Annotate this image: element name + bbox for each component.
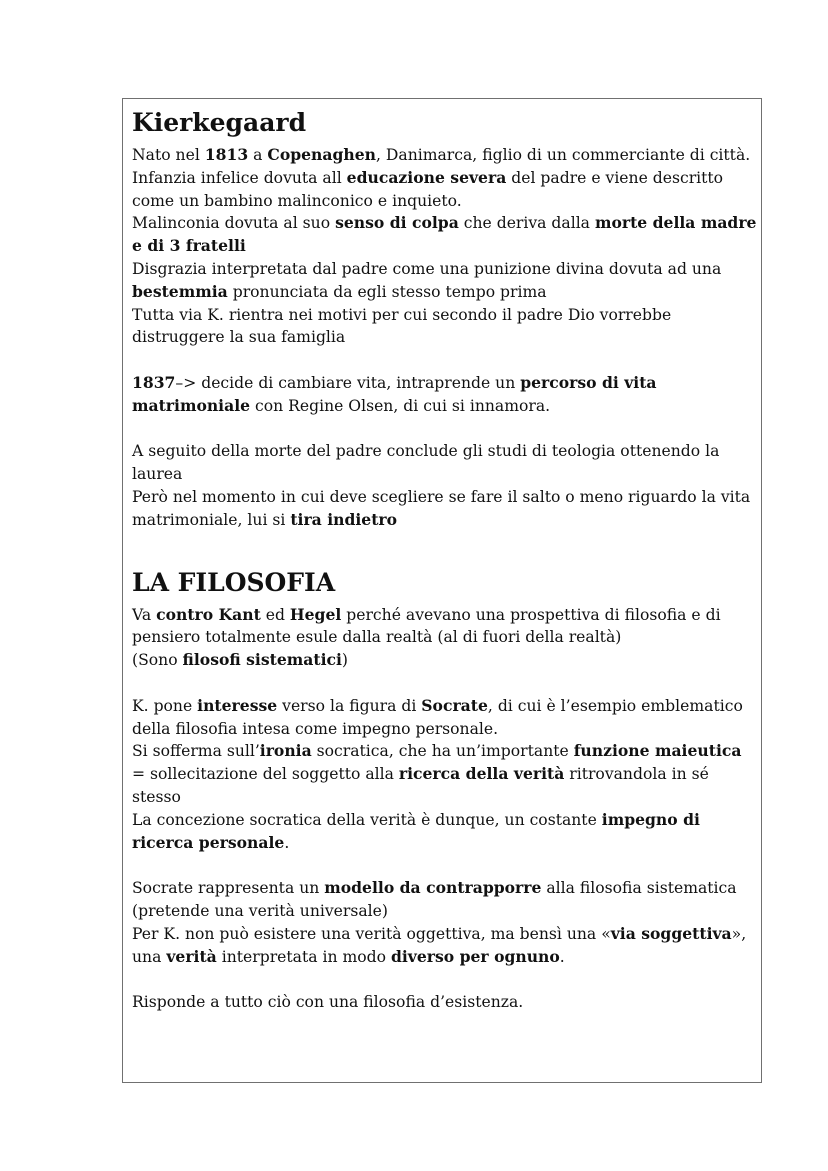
text-run: che deriva dalla (458, 214, 595, 233)
text-run: (Sono (132, 651, 183, 670)
bold-text: ironia (259, 741, 312, 761)
bold-text: via soggettiva (610, 923, 732, 943)
paragraph (132, 923, 757, 969)
text-run: Tutta via K. rientra nei motivi per cui secondo il padre Dio vorrebbe distruggere la sua famiglia (132, 305, 672, 347)
bold-text: percorso di vita matrimoniale (132, 372, 657, 415)
text-run: con Regine Olsen, di cui si innamora. (250, 396, 551, 415)
paragraph (132, 991, 757, 1014)
text-run: Nato nel (132, 146, 205, 164)
bold-text: morte della madre e di 3 fratelli (132, 213, 757, 256)
text-run: ritrovandola in sé stesso (132, 765, 709, 806)
text-run: pronunciata da egli stesso tempo prima (227, 282, 547, 301)
paragraph (132, 877, 757, 923)
document-body (132, 106, 757, 1014)
paragraph (132, 440, 757, 486)
paragraph (132, 167, 757, 213)
text-run: Infanzia infelice dovuta all (132, 168, 347, 187)
paragraph (132, 604, 757, 650)
paragraph (132, 695, 757, 741)
bold-text: filosofi sistematici (182, 650, 342, 670)
closing-block (132, 991, 757, 1014)
bold-text: diverso per ognuno (390, 946, 560, 966)
text-run: », una (132, 924, 747, 966)
text-run: a (248, 146, 268, 164)
studies-block (132, 440, 757, 531)
paragraph (132, 144, 757, 167)
bio-block (132, 144, 757, 349)
spacer (132, 418, 757, 441)
paragraph (132, 304, 757, 350)
spacer (132, 968, 757, 991)
bold-text: senso di colpa (335, 213, 459, 233)
bold-text: Socrate (421, 695, 488, 715)
text-run: Però nel momento in cui deve scegliere se fare il salto o meno riguardo la vita matrimoniale, lui si (132, 487, 751, 529)
spacer (132, 349, 757, 372)
text-run: verso la figura di (277, 696, 422, 715)
text-run: del padre e viene descritto come un bambino malinconico e inquieto. (132, 168, 724, 210)
text-run: alla filosofia sistematica (pretende una verità universale) (132, 879, 737, 920)
text-run: Si sofferma sull’ (132, 742, 260, 761)
text-run: . (284, 833, 290, 852)
paragraph (132, 649, 757, 672)
bold-text: 1837 (132, 372, 176, 392)
model-block (132, 877, 757, 968)
paragraph (132, 372, 757, 418)
bold-text: impegno di ricerca personale (132, 809, 700, 852)
text-run: Risponde a tutto ciò con una filosofia d’esistenza. (132, 993, 524, 1012)
text-run: Va (132, 605, 157, 624)
bold-text: funzione maieutica (573, 741, 742, 761)
text-run: interpretata in modo (216, 947, 391, 966)
text-run: –> decide di cambiare vita, intraprende un (175, 373, 521, 392)
text-run: , Danimarca, figlio di un commerciante di città. (375, 146, 751, 164)
paragraph (132, 212, 757, 258)
socrates-block (132, 695, 757, 855)
page-title: Kierkegaard (132, 108, 307, 137)
text-run: ) (341, 651, 349, 670)
bold-text: educazione severa (346, 167, 507, 187)
paragraph (132, 258, 757, 304)
text-run: . (559, 947, 565, 966)
text-run: Malinconia dovuta al suo (132, 214, 336, 233)
text-run: socratica, che ha un’importante (311, 742, 574, 761)
text-run: K. pone (132, 696, 198, 715)
bold-text: Copenaghen (267, 145, 376, 164)
bold-text: contro Kant (156, 604, 261, 624)
bold-text: verità (166, 946, 217, 966)
paragraph (132, 486, 757, 532)
bold-text: Hegel (289, 604, 342, 624)
text-run: perché avevano una prospettiva di filosofia e di pensiero totalmente esule dalla realtà (al di fuori della realtà) (132, 605, 721, 647)
section-title: LA FILOSOFIA (132, 567, 336, 597)
spacer (132, 854, 757, 877)
philosophy-intro-block (132, 604, 757, 672)
bold-text: bestemmia (132, 281, 228, 301)
text-run: Per K. non può esistere una verità oggettiva, ma bensì una « (132, 924, 611, 943)
bold-text: tira indietro (290, 509, 398, 529)
text-run: La concezione socratica della verità è dunque, un costante (132, 810, 602, 829)
paragraph (132, 809, 757, 855)
bold-text: 1813 (204, 145, 249, 164)
marriage-block (132, 372, 757, 418)
spacer (132, 672, 757, 695)
bold-text: interesse (197, 695, 278, 715)
bold-text: modello da contrapporre (324, 878, 542, 898)
text-run: A seguito della morte del padre conclude gli studi di teologia ottenendo la laurea (132, 442, 720, 484)
bold-text: ricerca della verità (398, 764, 565, 784)
text-run: Socrate rappresenta un (132, 879, 325, 898)
text-run: ed (260, 605, 290, 624)
text-run: = sollecitazione del soggetto alla (132, 765, 399, 784)
text-run: Disgrazia interpretata dal padre come una punizione divina dovuta ad una (132, 259, 722, 278)
paragraph (132, 740, 757, 808)
text-run: , di cui è l’esempio emblematico della filosofia intesa come impegno personale. (132, 696, 743, 738)
